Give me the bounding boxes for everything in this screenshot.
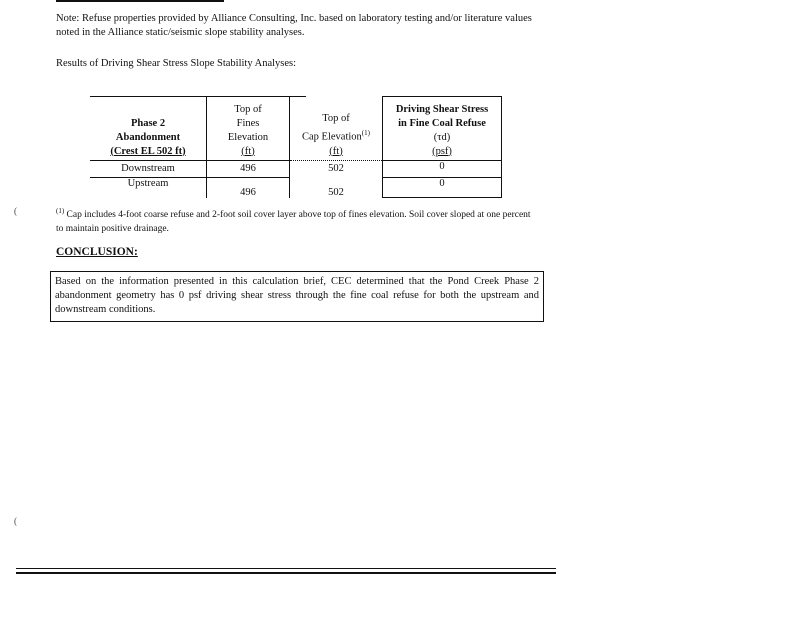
header-stress: Driving Shear Stress in Fine Coal Refuse (τd) (psf): [383, 97, 502, 161]
conclusion-heading: CONCLUSION:: [56, 246, 138, 258]
cell-stress: 0: [383, 177, 502, 198]
bottom-rule: [16, 568, 556, 569]
cell-fines: 496: [207, 177, 290, 198]
results-heading: Results of Driving Shear Stress Slope Stability Analyses:: [56, 58, 297, 69]
header-phase: Phase 2 Abandonment (Crest EL 502 ft): [90, 97, 207, 161]
note-paragraph: Note: Refuse properties provided by Alliance Consulting, Inc. based on laboratory testing and/or literature values noted in the Alliance static/seismic slope stability analyses.: [56, 13, 532, 38]
footnote-marker: (1): [56, 207, 65, 215]
cell-cap: 502: [290, 160, 383, 177]
scan-mark: (: [14, 516, 19, 526]
top-rule: [56, 0, 224, 2]
cell-cap: 502: [290, 177, 383, 198]
table-row: [90, 177, 502, 198]
header-fines: Top of Fines Elevation (ft): [207, 97, 290, 161]
scan-mark: (: [14, 206, 19, 216]
header-cap: Top of Cap Elevation$^{(1)}$ (ft): [290, 97, 383, 161]
results-table: [90, 96, 502, 198]
conclusion-box: Based on the information presented in this calculation brief, CEC determined that the Pond Creek Phase 2 abandonment geometry has 0 psf driving shear stress through the fine coal refuse for both the upstream and downstream conditions.: [50, 271, 544, 322]
cell-location: Upstream: [127, 177, 169, 189]
table-row: [90, 160, 502, 177]
footnote-text: Cap includes 4-foot coarse refuse and 2-foot soil cover layer above top of fines elevation. Soil cover sloped at one percent to maintain positive drainage.: [56, 210, 531, 235]
cell-location: Downstream: [90, 160, 207, 177]
cell-fines: 496: [207, 160, 290, 177]
cell-stress: 0: [383, 160, 502, 177]
bottom-rule: [16, 572, 556, 574]
footnote: [56, 204, 536, 236]
